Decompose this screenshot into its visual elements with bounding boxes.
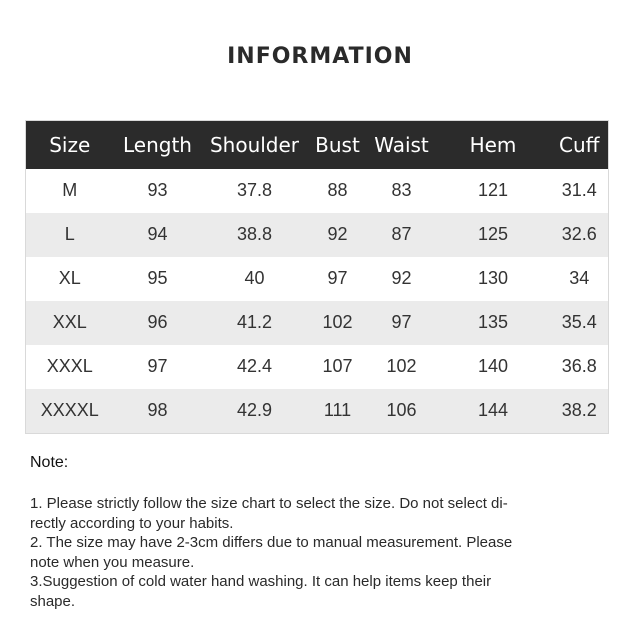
column-header-size: Size: [49, 132, 91, 157]
table-cell: 37.8: [236, 180, 273, 200]
table-cell: XXL: [52, 312, 87, 332]
note-line: shape.: [30, 592, 76, 610]
note-heading: Note:: [30, 454, 69, 471]
table-cell: 107: [322, 356, 353, 376]
table-cell: 102: [322, 312, 353, 332]
column-header-cuff: Cuff: [559, 132, 600, 157]
table-cell: 135: [477, 312, 509, 332]
table-cell: XL: [58, 268, 81, 288]
column-header-bust: Bust: [315, 132, 360, 157]
table-row: [26, 257, 609, 301]
table-cell: 111: [323, 400, 352, 420]
note-line: 1. Please strictly follow the size chart to select the size. Do not select di-: [30, 495, 508, 512]
table-cell: 97: [147, 356, 168, 376]
table-cell: 94: [147, 224, 168, 244]
table-cell: 38.2: [561, 400, 597, 420]
table-cell: 87: [391, 224, 412, 244]
note-line: 2. The size may have 2-3cm differs due to manual measurement. Please: [30, 534, 513, 552]
table-cell: 92: [327, 224, 348, 244]
table-cell: 42.4: [236, 356, 273, 376]
table-cell: 41.2: [236, 312, 273, 332]
table-cell: 97: [327, 268, 348, 288]
table-cell: 95: [147, 268, 168, 288]
table-cell: 97: [391, 312, 412, 332]
table-cell: 42.9: [236, 400, 273, 420]
table-header-row: [26, 121, 609, 169]
table-cell: XXXL: [46, 356, 93, 376]
table-cell: 32.6: [561, 224, 597, 244]
table-cell: 140: [477, 356, 509, 376]
table-cell: 31.4: [561, 180, 597, 200]
table-cell: XXXXL: [40, 400, 99, 420]
table-row: [26, 301, 609, 345]
table-cell: 121: [477, 180, 509, 200]
page-title: INFORMATION: [227, 44, 413, 69]
table-row: [26, 169, 609, 213]
table-cell: 35.4: [561, 312, 597, 332]
table-cell: 36.8: [561, 356, 597, 376]
column-header-hem: Hem: [469, 132, 517, 157]
table-cell: 96: [147, 312, 168, 332]
table-cell: 34: [569, 268, 590, 288]
table-row: [26, 213, 609, 257]
size-chart-table: [25, 120, 609, 434]
column-header-waist: Waist: [374, 132, 429, 157]
table-cell: 40: [244, 268, 265, 288]
note-line: 3.Suggestion of cold water hand washing. It can help items keep their: [30, 573, 492, 591]
note-line: note when you measure.: [30, 553, 195, 571]
table-cell: 93: [147, 180, 168, 200]
table-row: [26, 389, 609, 434]
table-cell: L: [64, 224, 75, 244]
table-cell: 144: [477, 400, 509, 420]
table-cell: 125: [477, 224, 509, 244]
table-cell: 83: [391, 180, 412, 200]
note-line: rectly according to your habits.: [30, 514, 234, 532]
table-row: [26, 345, 609, 389]
table-cell: 92: [391, 268, 412, 288]
table-cell: 38.8: [236, 224, 273, 244]
table-cell: 130: [477, 268, 509, 288]
table-cell: 88: [327, 180, 348, 200]
table-cell: 102: [386, 356, 417, 376]
table-cell: 106: [386, 400, 417, 420]
column-header-shoulder: Shoulder: [209, 132, 300, 157]
table-cell: 98: [147, 400, 168, 420]
table-cell: M: [62, 180, 78, 200]
column-header-length: Length: [123, 132, 192, 157]
note-list: [30, 494, 590, 612]
